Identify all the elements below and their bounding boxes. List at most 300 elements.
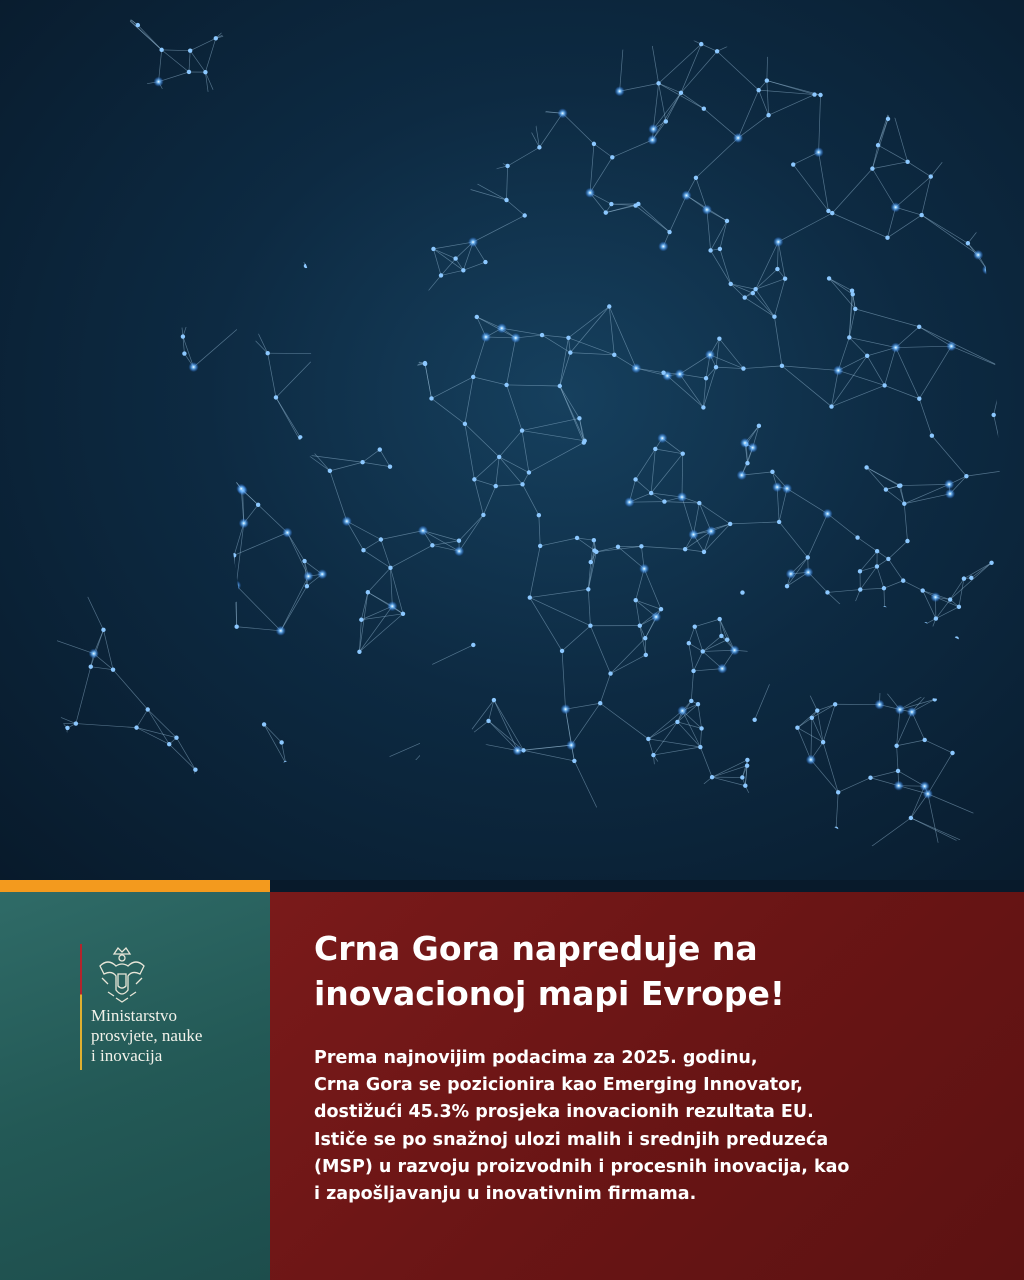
network-link: [717, 27, 768, 51]
network-link: [903, 581, 923, 591]
network-node: [481, 513, 485, 517]
network-node: [708, 248, 712, 252]
network-link: [969, 844, 996, 860]
network-link: [653, 747, 700, 755]
network-link: [957, 639, 967, 682]
network-node: [876, 143, 880, 147]
network-node: [39, 5, 49, 15]
network-link: [49, 154, 72, 191]
network-link: [604, 818, 627, 823]
network-node: [451, 808, 455, 812]
network-link: [648, 19, 702, 44]
network-node: [818, 93, 822, 97]
network-link: [651, 449, 655, 493]
network-node: [625, 816, 629, 820]
network-node: [950, 751, 954, 755]
network-link: [924, 666, 974, 694]
network-node: [740, 775, 744, 779]
network-node: [683, 547, 687, 551]
network-link: [982, 137, 1004, 182]
network-link: [524, 750, 575, 761]
network-node: [651, 612, 661, 622]
network-link: [281, 586, 307, 631]
network-link: [520, 110, 563, 113]
network-link: [84, 530, 107, 533]
network-link: [54, 479, 73, 486]
network-node: [847, 335, 851, 339]
network-link: [119, 88, 121, 91]
network-node: [971, 692, 975, 696]
network-link: [423, 166, 464, 176]
network-link: [429, 161, 449, 171]
network-link: [682, 711, 700, 747]
network-node: [113, 353, 117, 357]
network-node: [428, 784, 432, 788]
network-link: [496, 457, 499, 486]
network-link: [918, 50, 921, 52]
network-node: [772, 482, 782, 492]
body-line-2: Crna Gora se pozicionira kao Emerging Innovator,: [314, 1075, 803, 1096]
network-link: [773, 648, 788, 653]
network-node: [810, 716, 814, 720]
network-node: [725, 638, 729, 642]
network-link: [769, 95, 815, 116]
network-link: [712, 760, 747, 777]
network-node: [582, 439, 586, 443]
network-link: [474, 479, 483, 515]
network-link: [529, 443, 584, 473]
network-node: [169, 793, 179, 803]
network-link: [891, 49, 892, 105]
network-link: [277, 197, 283, 216]
network-link: [84, 493, 86, 532]
network-node: [950, 54, 954, 58]
network-node: [715, 49, 719, 53]
network-link: [982, 137, 1007, 194]
network-link: [220, 828, 245, 839]
network-link: [432, 398, 465, 423]
network-link: [97, 449, 119, 490]
network-link: [60, 199, 81, 204]
network-link: [773, 653, 794, 662]
network-link: [720, 249, 731, 284]
network-node: [681, 451, 685, 455]
network-link: [899, 486, 904, 504]
network-link: [483, 486, 495, 515]
network-node: [1002, 67, 1006, 71]
network-link: [150, 436, 159, 446]
network-node: [185, 428, 195, 438]
network-node: [154, 77, 164, 87]
network-link: [627, 818, 635, 835]
network-node: [481, 332, 491, 342]
network-link: [155, 426, 191, 433]
network-link: [189, 51, 190, 72]
network-node: [383, 837, 393, 847]
network-link: [522, 418, 579, 430]
network-link: [91, 359, 126, 386]
network-node: [44, 39, 48, 43]
network-link: [858, 538, 878, 552]
network-link: [60, 154, 72, 200]
network-link: [403, 774, 431, 786]
network-link: [277, 126, 304, 147]
network-node: [74, 120, 78, 124]
network-link: [42, 448, 69, 502]
network-link: [518, 745, 572, 750]
network-link: [922, 52, 952, 56]
network-link: [996, 826, 1003, 860]
network-link: [449, 171, 462, 187]
network-node: [272, 142, 282, 152]
network-link: [522, 431, 585, 441]
network-link: [463, 262, 485, 270]
network-node: [917, 325, 921, 329]
network-node: [696, 702, 700, 706]
network-link: [940, 15, 963, 38]
network-link: [562, 626, 590, 651]
network-link: [940, 15, 970, 27]
network-link: [330, 471, 347, 521]
network-link: [93, 13, 122, 43]
network-link: [680, 355, 710, 374]
network-link: [54, 487, 86, 494]
network-link: [432, 377, 474, 399]
network-link: [473, 148, 507, 166]
network-link: [79, 579, 103, 629]
network-node: [378, 447, 382, 451]
network-link: [232, 213, 277, 216]
network-link: [777, 487, 779, 522]
network-link: [394, 363, 425, 369]
network-link: [925, 740, 953, 753]
network-node: [101, 628, 105, 632]
network-link: [429, 161, 464, 176]
network-node: [994, 858, 998, 862]
network-node: [213, 242, 217, 246]
network-node: [43, 258, 47, 262]
network-node: [187, 70, 191, 74]
network-link: [206, 120, 226, 164]
network-link: [787, 489, 828, 514]
network-node: [431, 247, 435, 251]
network-link: [363, 450, 380, 463]
network-node: [81, 488, 91, 498]
network-link: [1004, 37, 1005, 70]
network-link: [906, 37, 921, 52]
network-link: [438, 811, 453, 853]
network-link: [91, 355, 116, 386]
network-node: [917, 397, 921, 401]
network-link: [156, 180, 158, 196]
network-link: [73, 479, 86, 493]
network-link: [445, 811, 453, 834]
network-link: [883, 43, 890, 49]
network-link: [433, 249, 441, 276]
network-link: [268, 353, 276, 397]
network-link: [425, 364, 431, 399]
network-link: [507, 385, 560, 386]
network-node: [702, 107, 706, 111]
network-node: [373, 350, 383, 360]
network-link: [648, 739, 653, 755]
network-node: [964, 474, 968, 478]
network-node: [806, 555, 810, 559]
network-link: [877, 566, 884, 588]
network-link: [390, 545, 432, 568]
network-link: [363, 539, 380, 550]
network-link: [306, 254, 348, 266]
network-node: [589, 560, 593, 564]
network-link: [967, 682, 974, 694]
network-node: [70, 151, 74, 155]
network-link: [711, 837, 725, 848]
network-node: [962, 576, 966, 580]
network-link: [86, 490, 118, 493]
network-link: [612, 140, 652, 157]
network-link: [952, 54, 966, 56]
network-link: [891, 49, 919, 50]
network-node: [783, 276, 787, 280]
network-link: [459, 515, 483, 541]
network-node: [888, 47, 892, 51]
network-link: [963, 38, 965, 67]
network-node: [52, 712, 56, 716]
network-node: [656, 81, 660, 85]
network-node: [814, 147, 824, 157]
network-link: [394, 301, 417, 304]
network-node: [298, 435, 302, 439]
network-node: [240, 823, 250, 833]
network-node: [230, 28, 234, 32]
network-link: [97, 240, 117, 266]
network-node: [937, 13, 941, 17]
network-node: [490, 4, 494, 8]
network-link: [494, 700, 524, 750]
network-link: [398, 276, 401, 293]
network-link: [860, 566, 877, 589]
network-node: [454, 546, 464, 556]
network-node: [561, 704, 571, 714]
network-node: [399, 291, 403, 295]
network-link: [963, 38, 1004, 70]
network-link: [872, 169, 895, 208]
network-node: [572, 759, 576, 763]
network-node: [227, 23, 231, 27]
network-link: [911, 818, 996, 860]
network-node: [733, 133, 743, 143]
network-link: [91, 251, 122, 268]
network-link: [76, 667, 91, 724]
network-node: [991, 413, 995, 417]
network-node: [714, 365, 718, 369]
network-link: [449, 171, 464, 177]
network-link: [932, 436, 967, 476]
network-node: [745, 461, 749, 465]
network-node: [875, 549, 879, 553]
network-link: [195, 273, 233, 301]
network-link: [653, 83, 658, 129]
network-node: [189, 362, 199, 372]
network-link: [216, 31, 233, 39]
network-link: [43, 300, 105, 313]
network-node: [772, 315, 776, 319]
network-link: [900, 484, 949, 485]
network-link: [165, 417, 191, 433]
network-link: [823, 742, 838, 792]
network-node: [328, 469, 332, 473]
network-node: [558, 384, 562, 388]
network-link: [928, 794, 943, 864]
network-link: [924, 666, 928, 693]
network-node: [999, 363, 1009, 373]
network-node: [760, 810, 764, 814]
network-link: [756, 269, 778, 289]
network-link: [731, 284, 753, 293]
network-link: [41, 118, 48, 190]
network-link: [426, 113, 462, 117]
network-node: [528, 595, 532, 599]
network-link: [378, 355, 425, 364]
network-node: [719, 634, 723, 638]
network-link: [540, 538, 577, 546]
network-link: [762, 812, 778, 840]
network-link: [439, 735, 464, 740]
network-link: [337, 16, 417, 30]
network-link: [220, 461, 241, 489]
network-node: [296, 194, 300, 198]
network-node: [956, 140, 960, 144]
network-link: [388, 833, 445, 841]
network-link: [731, 284, 745, 298]
network-node: [175, 281, 179, 285]
network-link: [530, 598, 591, 626]
network-node: [649, 491, 653, 495]
network-link: [486, 852, 490, 853]
network-link: [258, 505, 287, 533]
network-link: [867, 467, 886, 489]
network-node: [740, 590, 744, 594]
network-link: [384, 293, 401, 301]
network-node: [430, 543, 434, 547]
network-node: [266, 351, 270, 355]
network-link: [107, 530, 151, 536]
network-link: [885, 348, 896, 386]
network-node: [463, 422, 467, 426]
network-node: [68, 812, 72, 816]
network-link: [655, 449, 682, 454]
network-link: [272, 455, 308, 465]
network-node: [699, 726, 703, 730]
headline-line-1: Crna Gora napreduje na: [314, 929, 758, 968]
network-node: [933, 697, 937, 701]
network-link: [600, 674, 610, 704]
network-link: [230, 25, 271, 47]
network-node: [124, 545, 134, 555]
network-link: [49, 191, 50, 219]
network-link: [151, 152, 156, 195]
network-link: [188, 801, 223, 838]
network-node: [74, 721, 78, 725]
ministry-name: [91, 1006, 266, 1066]
network-node: [633, 477, 637, 481]
network-link: [118, 91, 120, 98]
network-link: [738, 90, 759, 138]
network-link: [827, 590, 860, 593]
network-node: [483, 260, 487, 264]
network-node: [434, 730, 444, 740]
network-node: [740, 438, 750, 448]
network-node: [940, 861, 944, 865]
network-node: [905, 539, 909, 543]
network-node: [891, 202, 901, 212]
network-link: [636, 206, 670, 232]
network-link: [387, 31, 403, 74]
network-node: [773, 237, 783, 247]
network-link: [707, 210, 711, 251]
network-node: [656, 796, 660, 800]
network-node: [511, 333, 521, 343]
network-node: [174, 736, 178, 740]
network-link: [774, 317, 782, 366]
network-node: [882, 383, 886, 387]
network-node: [693, 624, 697, 628]
network-node: [391, 367, 395, 371]
headline: [314, 926, 994, 1016]
network-node: [889, 102, 893, 106]
network-node: [821, 841, 825, 845]
network-node: [907, 707, 917, 717]
network-link: [464, 166, 507, 177]
network-link: [387, 73, 426, 113]
network-link: [942, 844, 968, 864]
network-link: [104, 73, 118, 98]
network-node: [989, 561, 993, 565]
network-node: [753, 287, 757, 291]
network-node: [299, 121, 309, 131]
network-link: [653, 93, 681, 129]
network-link: [459, 515, 483, 551]
network-node: [694, 176, 698, 180]
network-link: [719, 339, 743, 369]
network-node: [359, 618, 363, 622]
network-node: [427, 664, 431, 668]
network-link: [638, 204, 669, 232]
network-link: [539, 113, 562, 147]
network-link: [388, 842, 438, 853]
network-link: [911, 818, 969, 844]
network-link: [611, 638, 646, 673]
network-link: [107, 530, 131, 547]
network-link: [241, 210, 277, 216]
network-link: [648, 711, 682, 739]
network-node: [89, 649, 99, 659]
network-link: [445, 833, 486, 852]
network-link: [97, 436, 150, 449]
network-node: [702, 550, 706, 554]
network-link: [813, 15, 848, 23]
network-link: [91, 251, 117, 265]
network-link: [768, 15, 812, 27]
network-link: [378, 355, 394, 370]
network-link: [828, 514, 858, 538]
network-link: [896, 346, 952, 347]
network-node: [95, 238, 99, 242]
network-link: [131, 535, 151, 546]
network-node: [156, 177, 160, 181]
network-link: [429, 117, 462, 162]
network-link: [205, 72, 226, 120]
